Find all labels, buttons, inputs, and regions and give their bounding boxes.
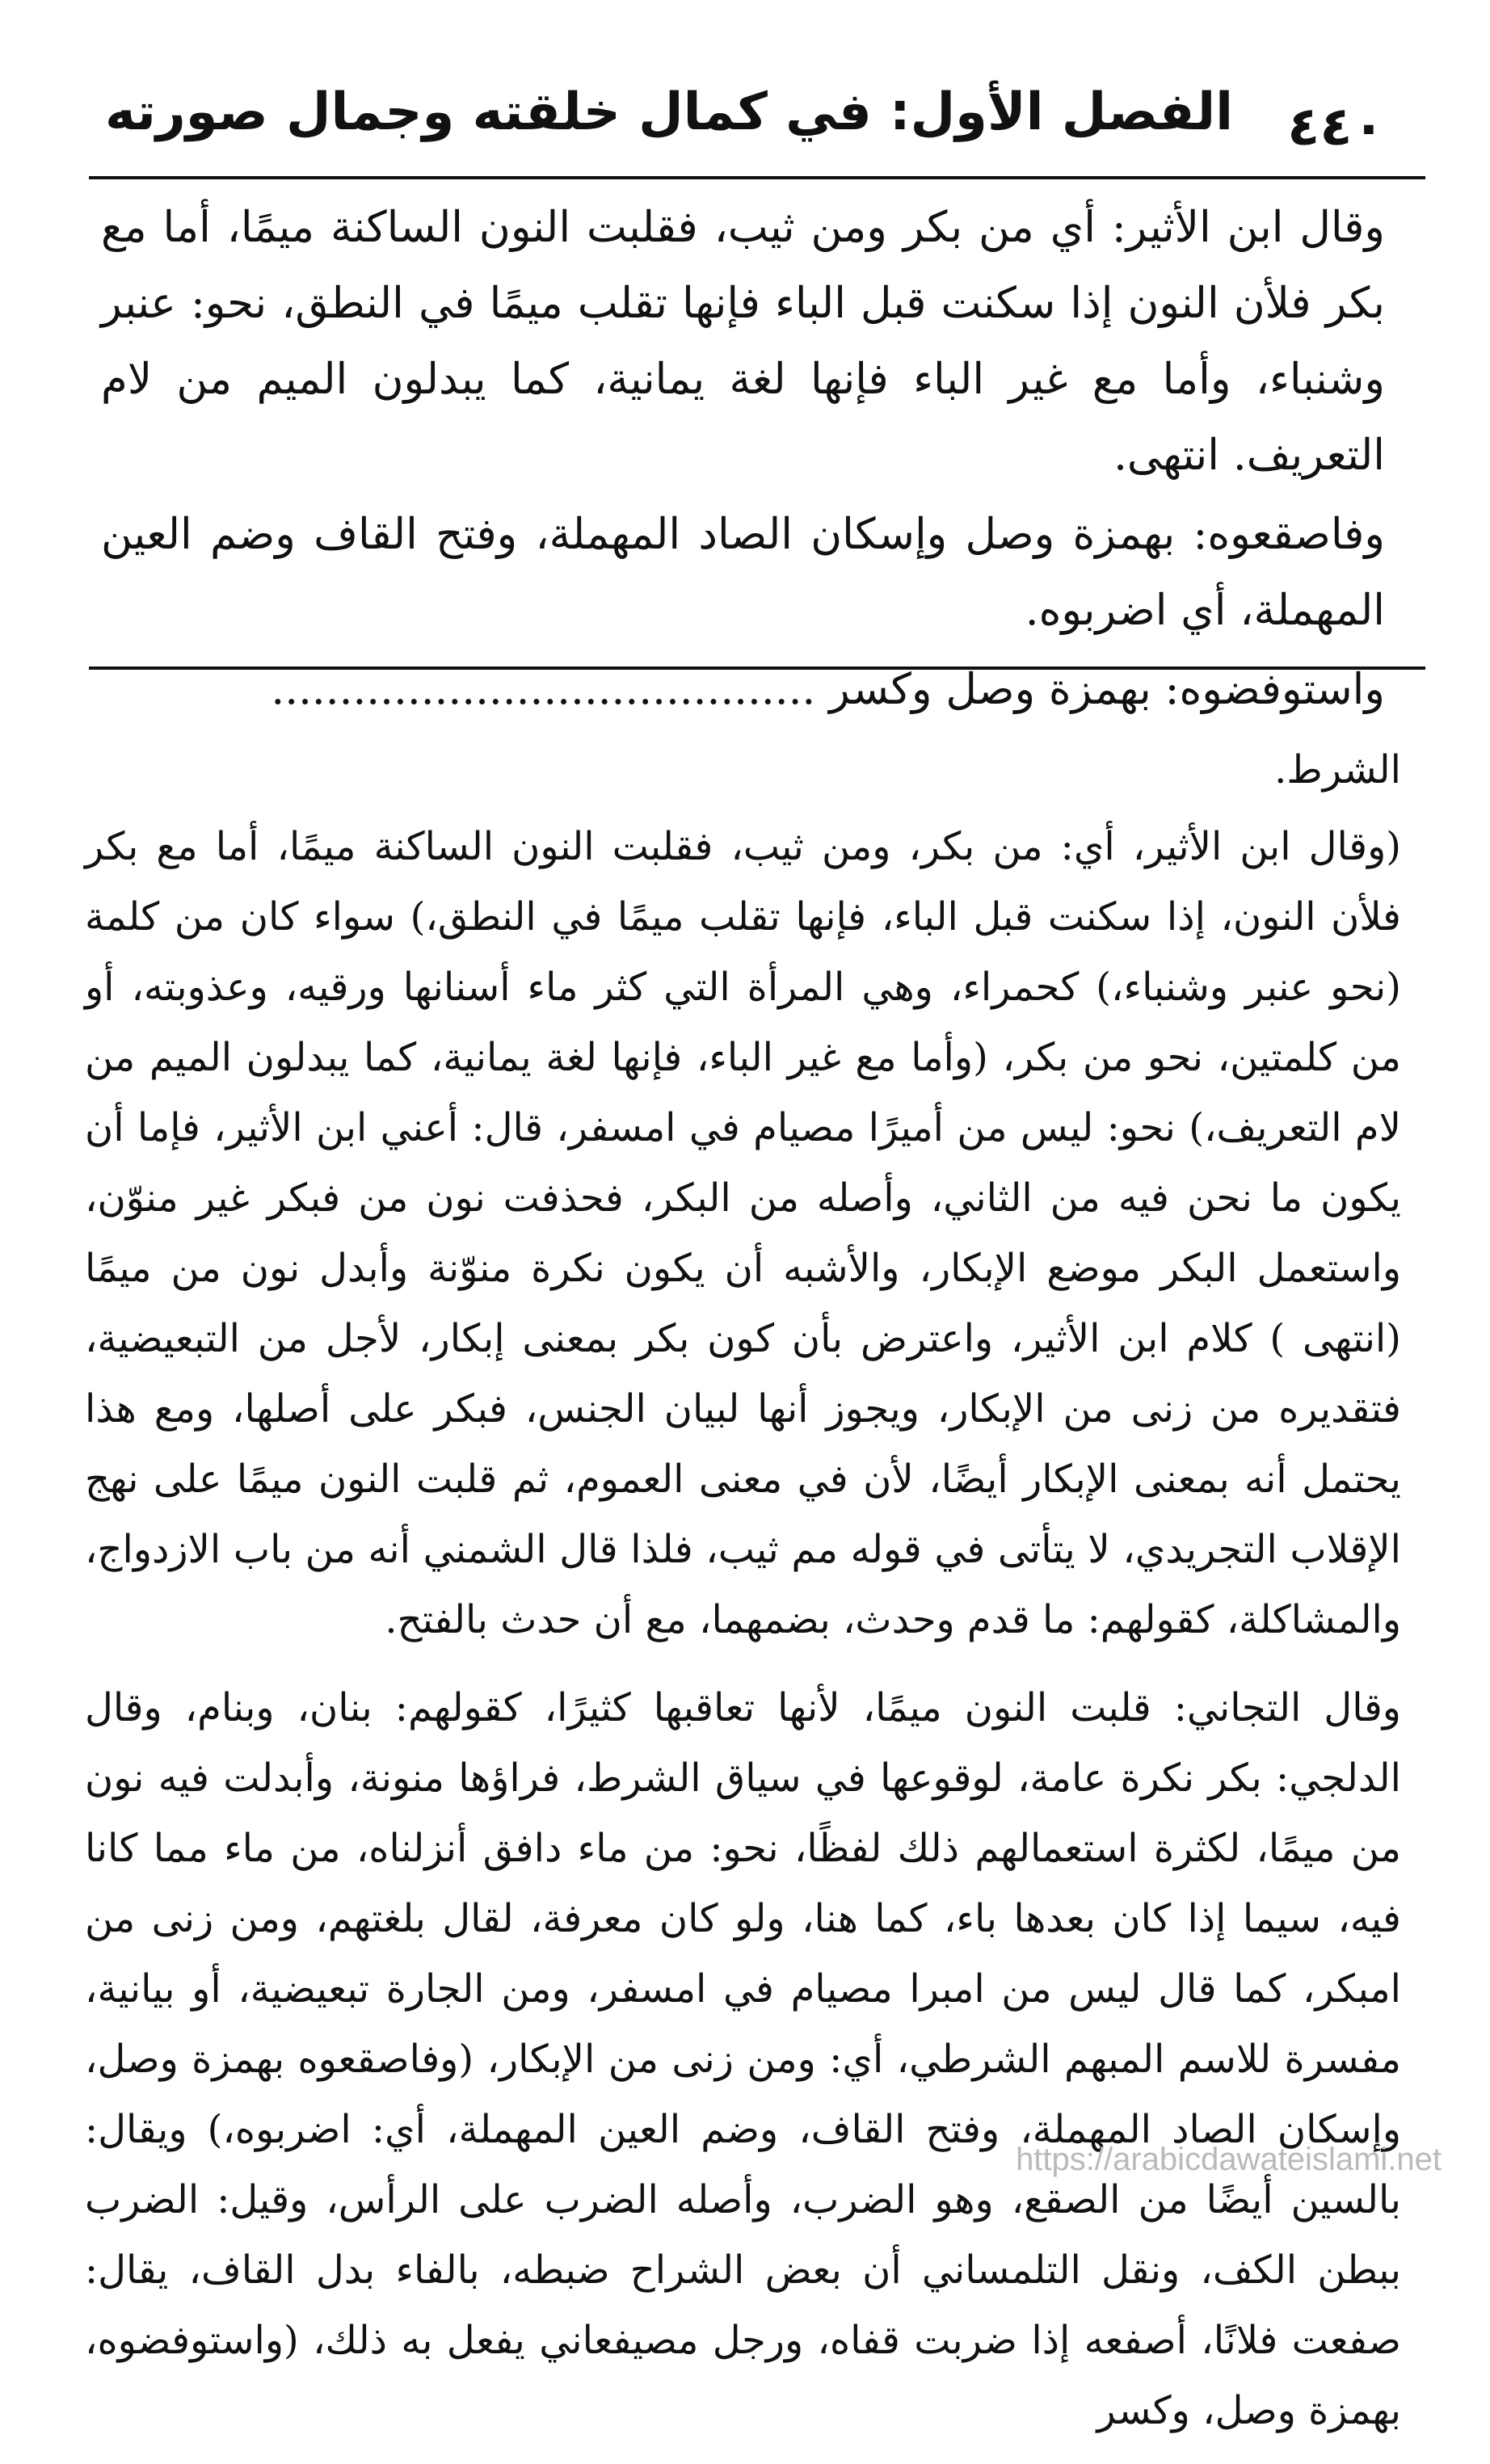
commentary-block bbox=[85, 735, 1401, 2464]
commentary-paragraph: (وقال ابن الأثير، أي: من بكر، ومن ثيب، فقلبت النون الساكنة ميمًا، أما مع بكر فلأن النون، إذا سكنت قبل الباء، فإنها تقلب ميمًا في النطق،) سواء كان من كلمة (نحو عنبر وشنباء،) كحمراء، وهي المرأة التي كثر ماء أسنانها ورقيه، وعذوبته، أو من كلمتين، نحو من بكر، (وأما مع غير الباء، فإنها لغة يمانية، كما يبدلون الميم من لام التعريف،) نحو: ليس من أميرًا مصيام في امسفر، قال: أعني ابن الأثير، فإما أن يكون ما نحن فيه من الثاني، وأصله من البكر، فحذفت نون من فبكر غير منوّن، واستعمل البكر موضع الإبكار، والأشبه أن يكون نكرة منوّنة وأبدل نون من ميمًا (انتهى ) كلام ابن الأثير، واعترض بأن كون بكر بمعنى إبكار، لأجل من التبعيضية، فتقديره من زنى من الإبكار، ويجوز أنها لبيان الجنس، فبكر على أصلها، ومع هذا يحتمل أنه بمعنى الإبكار أيضًا، لأن في معنى العموم، ثم قلبت النون ميمًا على نهج الإقلاب التجريدي، لا يتأتى في قوله مم ثيب، فلذا قال الشمني أنه من باب الازدواج، والمشاكلة، كقولهم: ما قدم وحدث، بضمهما، مع أن حدث بالفتح. bbox=[85, 824, 1402, 1642]
section-divider bbox=[89, 666, 1425, 670]
page-number: ٤٤٠ bbox=[1287, 95, 1385, 158]
continuation-dots: ........................................ bbox=[271, 665, 816, 714]
source-watermark: https://arabicdawateislami.net bbox=[1016, 2142, 1442, 2177]
chapter-title: الفصل الأول: في كمال خلقته وجمال صورته bbox=[105, 82, 1234, 142]
page-header bbox=[89, 63, 1413, 160]
main-text-paragraph bbox=[101, 652, 1385, 728]
main-text-block bbox=[101, 190, 1385, 731]
main-text-paragraph: وفاصقعوه: بهمزة وصل وإسكان الصاد المهملة، وفتح القاف وضم العين المهملة، أي اضربوه. bbox=[101, 510, 1385, 635]
main-text-paragraph: وقال ابن الأثير: أي من بكر ومن ثيب، فقلبت النون الساكنة ميمًا، أما مع بكر فلأن النون إذا سكنت قبل الباء فإنها تقلب ميمًا في النطق، نحو: عنبر وشنباء، وأما مع غير الباء فإنها لغة يمانية، كما يبدلون الميم من لام التعريف. انتهى. bbox=[101, 203, 1385, 480]
commentary-paragraph: الشرط. bbox=[1274, 747, 1401, 793]
commentary-paragraph: وقال التجاني: قلبت النون ميمًا، لأنها تعاقبها كثيرًا، كقولهم: بنان، وبنام، وقال الدلجي: بكر نكرة عامة، لوقوعها في سياق الشرط، فراؤها منونة، وأبدلت فيه نون من ميمًا، لكثرة استعمالهم ذلك لفظًا، نحو: من ماء دافق أنزلناه، من ماء مما كانا فيه، سيما إذا كان بعدها باء، كما هنا، ولو كان معرفة، لقال بلغتهم، ومن زنى من امبكر، كما قال ليس من امبرا مصيام في امسفر، ومن الجارة تبعيضية، أو بيانية، مفسرة للاسم المبهم الشرطي، أي: ومن زنى من الإبكار، (وفاصقعوه بهمزة وصل، وإسكان الصاد المهملة، وفتح القاف، وضم العين المهملة، أي: اضربوه،) ويقال: بالسين أيضًا من الصقع، وهو الضرب، وأصله الضرب على الرأس، وقيل: الضرب ببطن الكف، ونقل التلمساني أن بعض الشراح ضبطه، بالفاء بدل القاف، يقال: صفعت فلانًا، أصفعه إذا ضربت قفاه، ورجل مصيفعاني يفعل به ذلك، (واستوفضوه، بهمزة وصل، وكسر bbox=[85, 1685, 1402, 2433]
header-rule bbox=[89, 176, 1425, 179]
main-text-fragment: واستوفضوه: بهمزة وصل وكسر bbox=[829, 665, 1385, 714]
